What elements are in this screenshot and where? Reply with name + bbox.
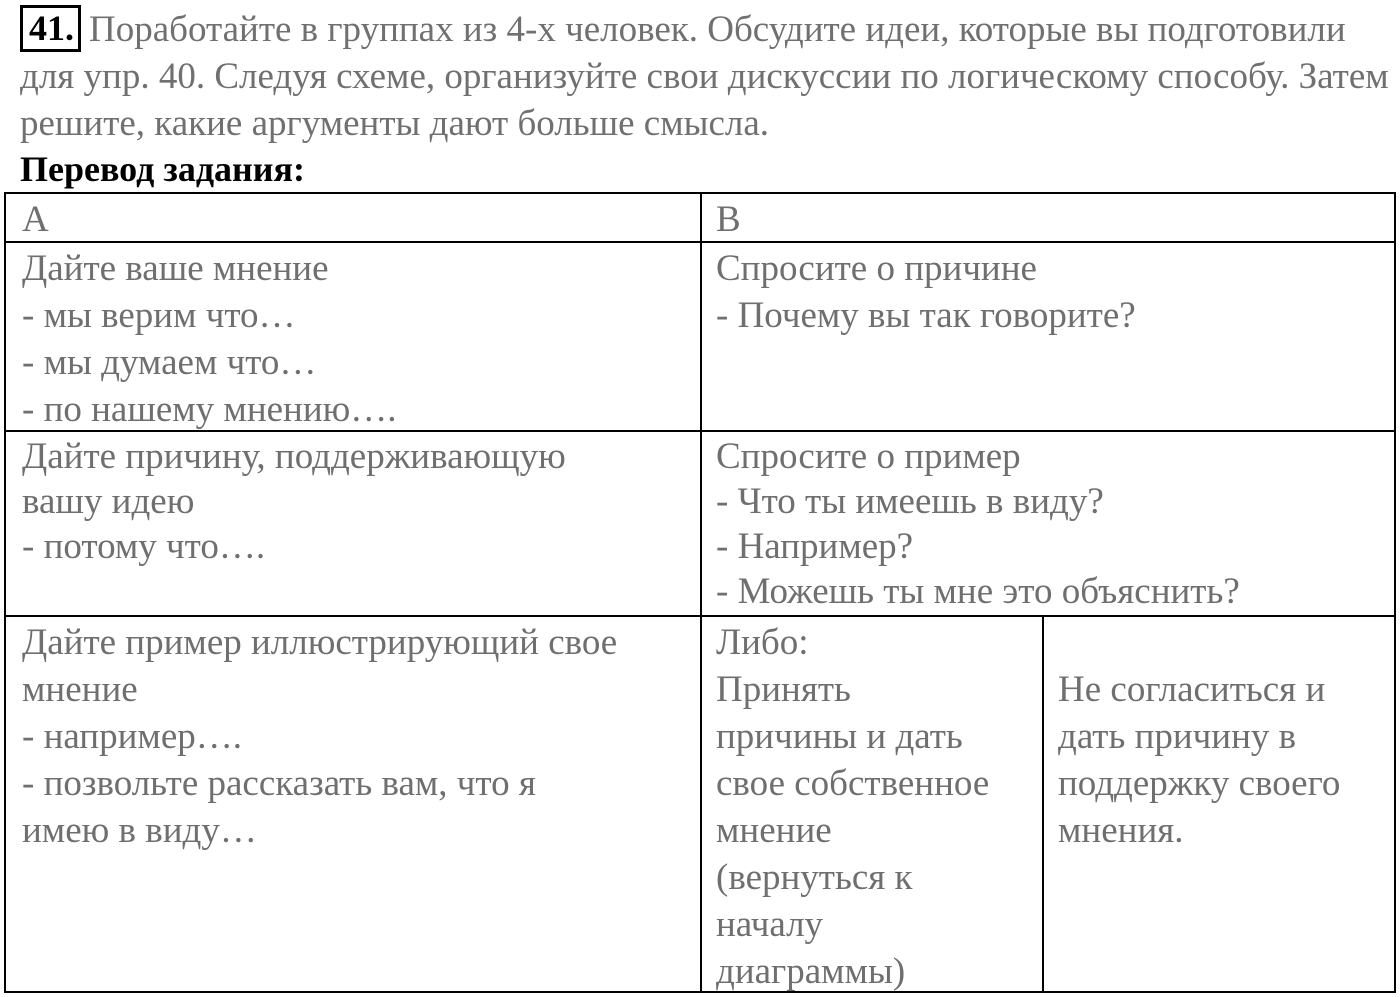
exercise-instructions: [20, 6, 1392, 147]
column-header-b: B: [716, 199, 741, 240]
row1-cell-a: Дайте ваше мнение - мы верим что… - мы думаем что… - по нашему мнению….: [22, 248, 397, 430]
table-divider: [700, 194, 702, 991]
row2-cell-b: Спросите о пример - Что ты имеешь в виду? - Например? - Можешь ты мне это объяснить?: [716, 436, 1240, 612]
exercise-number: 41.: [20, 5, 81, 52]
row2-cell-a: Дайте причину, поддерживающую вашу идею - потому что….: [22, 436, 566, 567]
table-divider: [1042, 617, 1044, 991]
exercise-text: Поработайте в группах из 4-х человек. Обсудите идеи, которые вы подготовили для упр. 40. Следуя схеме, организуйте свои дискуссии по логическому способу. Затем решите, какие аргументы дают больше смысла.: [20, 9, 1389, 144]
row3-cell-b-accept: Либо: Принять причины и дать свое собственное мнение (вернуться к началу диаграммы): [716, 622, 990, 992]
column-header-a: A: [22, 199, 49, 240]
translation-heading: Перевод задания:: [20, 149, 305, 189]
row3-cell-a: Дайте пример иллюстрирующий свое мнение - например…. - позвольте рассказать вам, что я имею в виду…: [22, 622, 618, 851]
discussion-table: [4, 192, 1396, 993]
row1-cell-b: Спросите о причине - Почему вы так говорите?: [716, 248, 1136, 336]
row3-cell-b-disagree: Не согласиться и дать причину в поддержку своего мнения.: [1058, 669, 1341, 851]
